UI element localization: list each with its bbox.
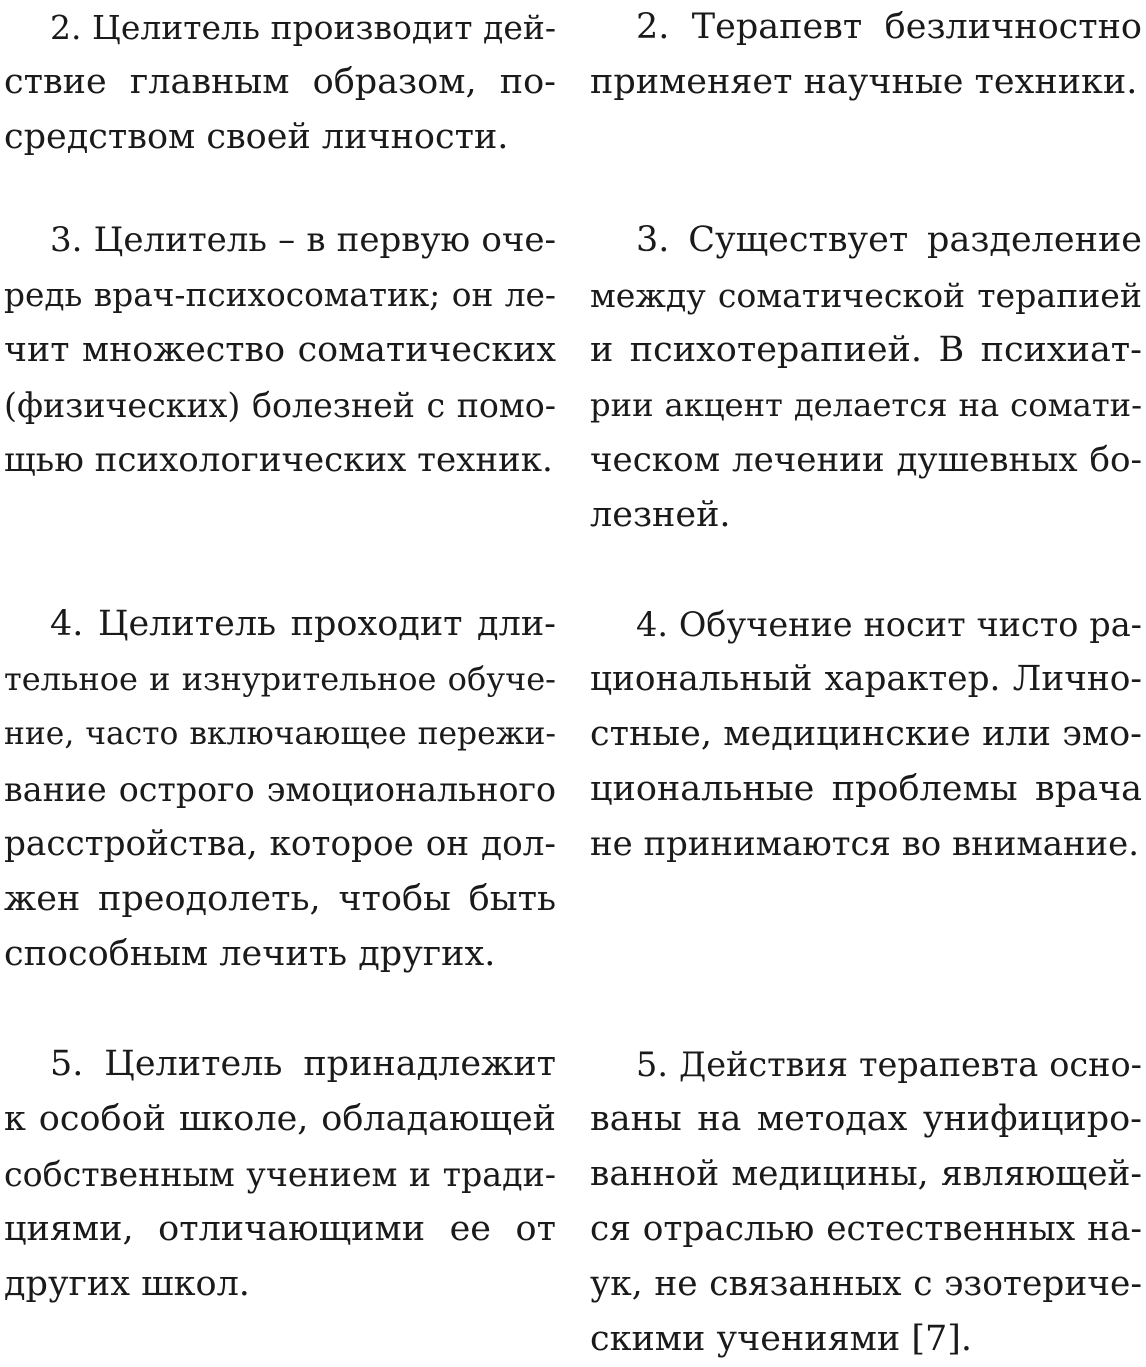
text-line: ствие главным образом, по-: [4, 62, 556, 102]
text-line: лезней.: [590, 495, 731, 535]
healer-item-3: [4, 213, 556, 488]
text-line: других школ.: [4, 1264, 250, 1304]
text-line: жен преодолеть, чтобы быть: [4, 879, 556, 919]
text-line: вание острого эмоционального: [4, 770, 556, 809]
therapist-item-3: [590, 213, 1142, 543]
text-line: не принимаются во внимание.: [590, 825, 1140, 864]
text-line: средством своей личности.: [4, 117, 509, 157]
text-line: (физических) болезней с помо-: [4, 386, 556, 425]
text-line: собственным учением и тради-: [4, 1155, 556, 1194]
text-line: 4. Целитель проходит дли-: [50, 604, 556, 644]
text-line: расстройства, которое он дол-: [4, 824, 556, 864]
text-line: ние, часто включающее пережи-: [4, 716, 556, 752]
text-line: 2. Целитель производит дей-: [50, 8, 556, 47]
text-line: 4. Обучение носит чисто ра-: [636, 605, 1142, 644]
text-line: ся отраслью естественных на-: [590, 1209, 1142, 1249]
text-line: 2. Терапевт безличностно: [636, 7, 1142, 47]
text-line: 3. Целитель – в первую оче-: [50, 220, 556, 260]
text-line: тельное и изнурительное обуче-: [4, 660, 556, 698]
text-line: между соматической терапией: [590, 276, 1142, 315]
text-line: 5. Целитель принадлежит: [50, 1044, 556, 1084]
text-line: 5. Действия терапевта осно-: [636, 1045, 1142, 1084]
therapist-item-5: [590, 1037, 1142, 1367]
therapist-item-4: [590, 597, 1142, 872]
text-line: скими учениями [7].: [590, 1319, 973, 1359]
text-line: циями, отличающими ее от: [4, 1209, 556, 1249]
text-line: циональный характер. Лично-: [590, 659, 1142, 699]
text-line: ук, не связанных с эзотериче-: [590, 1264, 1142, 1304]
text-line: редь врач-психосоматик; он ле-: [4, 276, 556, 314]
text-line: 3. Существует разделение: [636, 220, 1142, 260]
text-line: рии акцент делается на сомати-: [590, 386, 1142, 424]
text-line: щью психологических техник.: [4, 440, 553, 480]
text-line: применяет научные техники.: [590, 62, 1138, 102]
text-line: ческом лечении душевных бо-: [590, 440, 1142, 480]
healer-item-2: [4, 0, 556, 165]
text-line: к особой школе, обладающей: [4, 1099, 556, 1139]
text-line: чит множество соматических: [4, 330, 556, 370]
text-line: способным лечить других.: [4, 934, 496, 974]
text-line: циональные проблемы врача: [590, 769, 1142, 809]
healer-item-4: [4, 597, 556, 982]
text-line: и психотерапией. В психиат-: [590, 330, 1142, 370]
text-line: ваны на методах унифициро-: [590, 1099, 1142, 1139]
healer-item-5: [4, 1037, 556, 1312]
text-line: стные, медицинские или эмо-: [590, 714, 1142, 754]
text-line: ванной медицины, являющей-: [590, 1154, 1142, 1194]
therapist-item-2: [590, 0, 1142, 110]
